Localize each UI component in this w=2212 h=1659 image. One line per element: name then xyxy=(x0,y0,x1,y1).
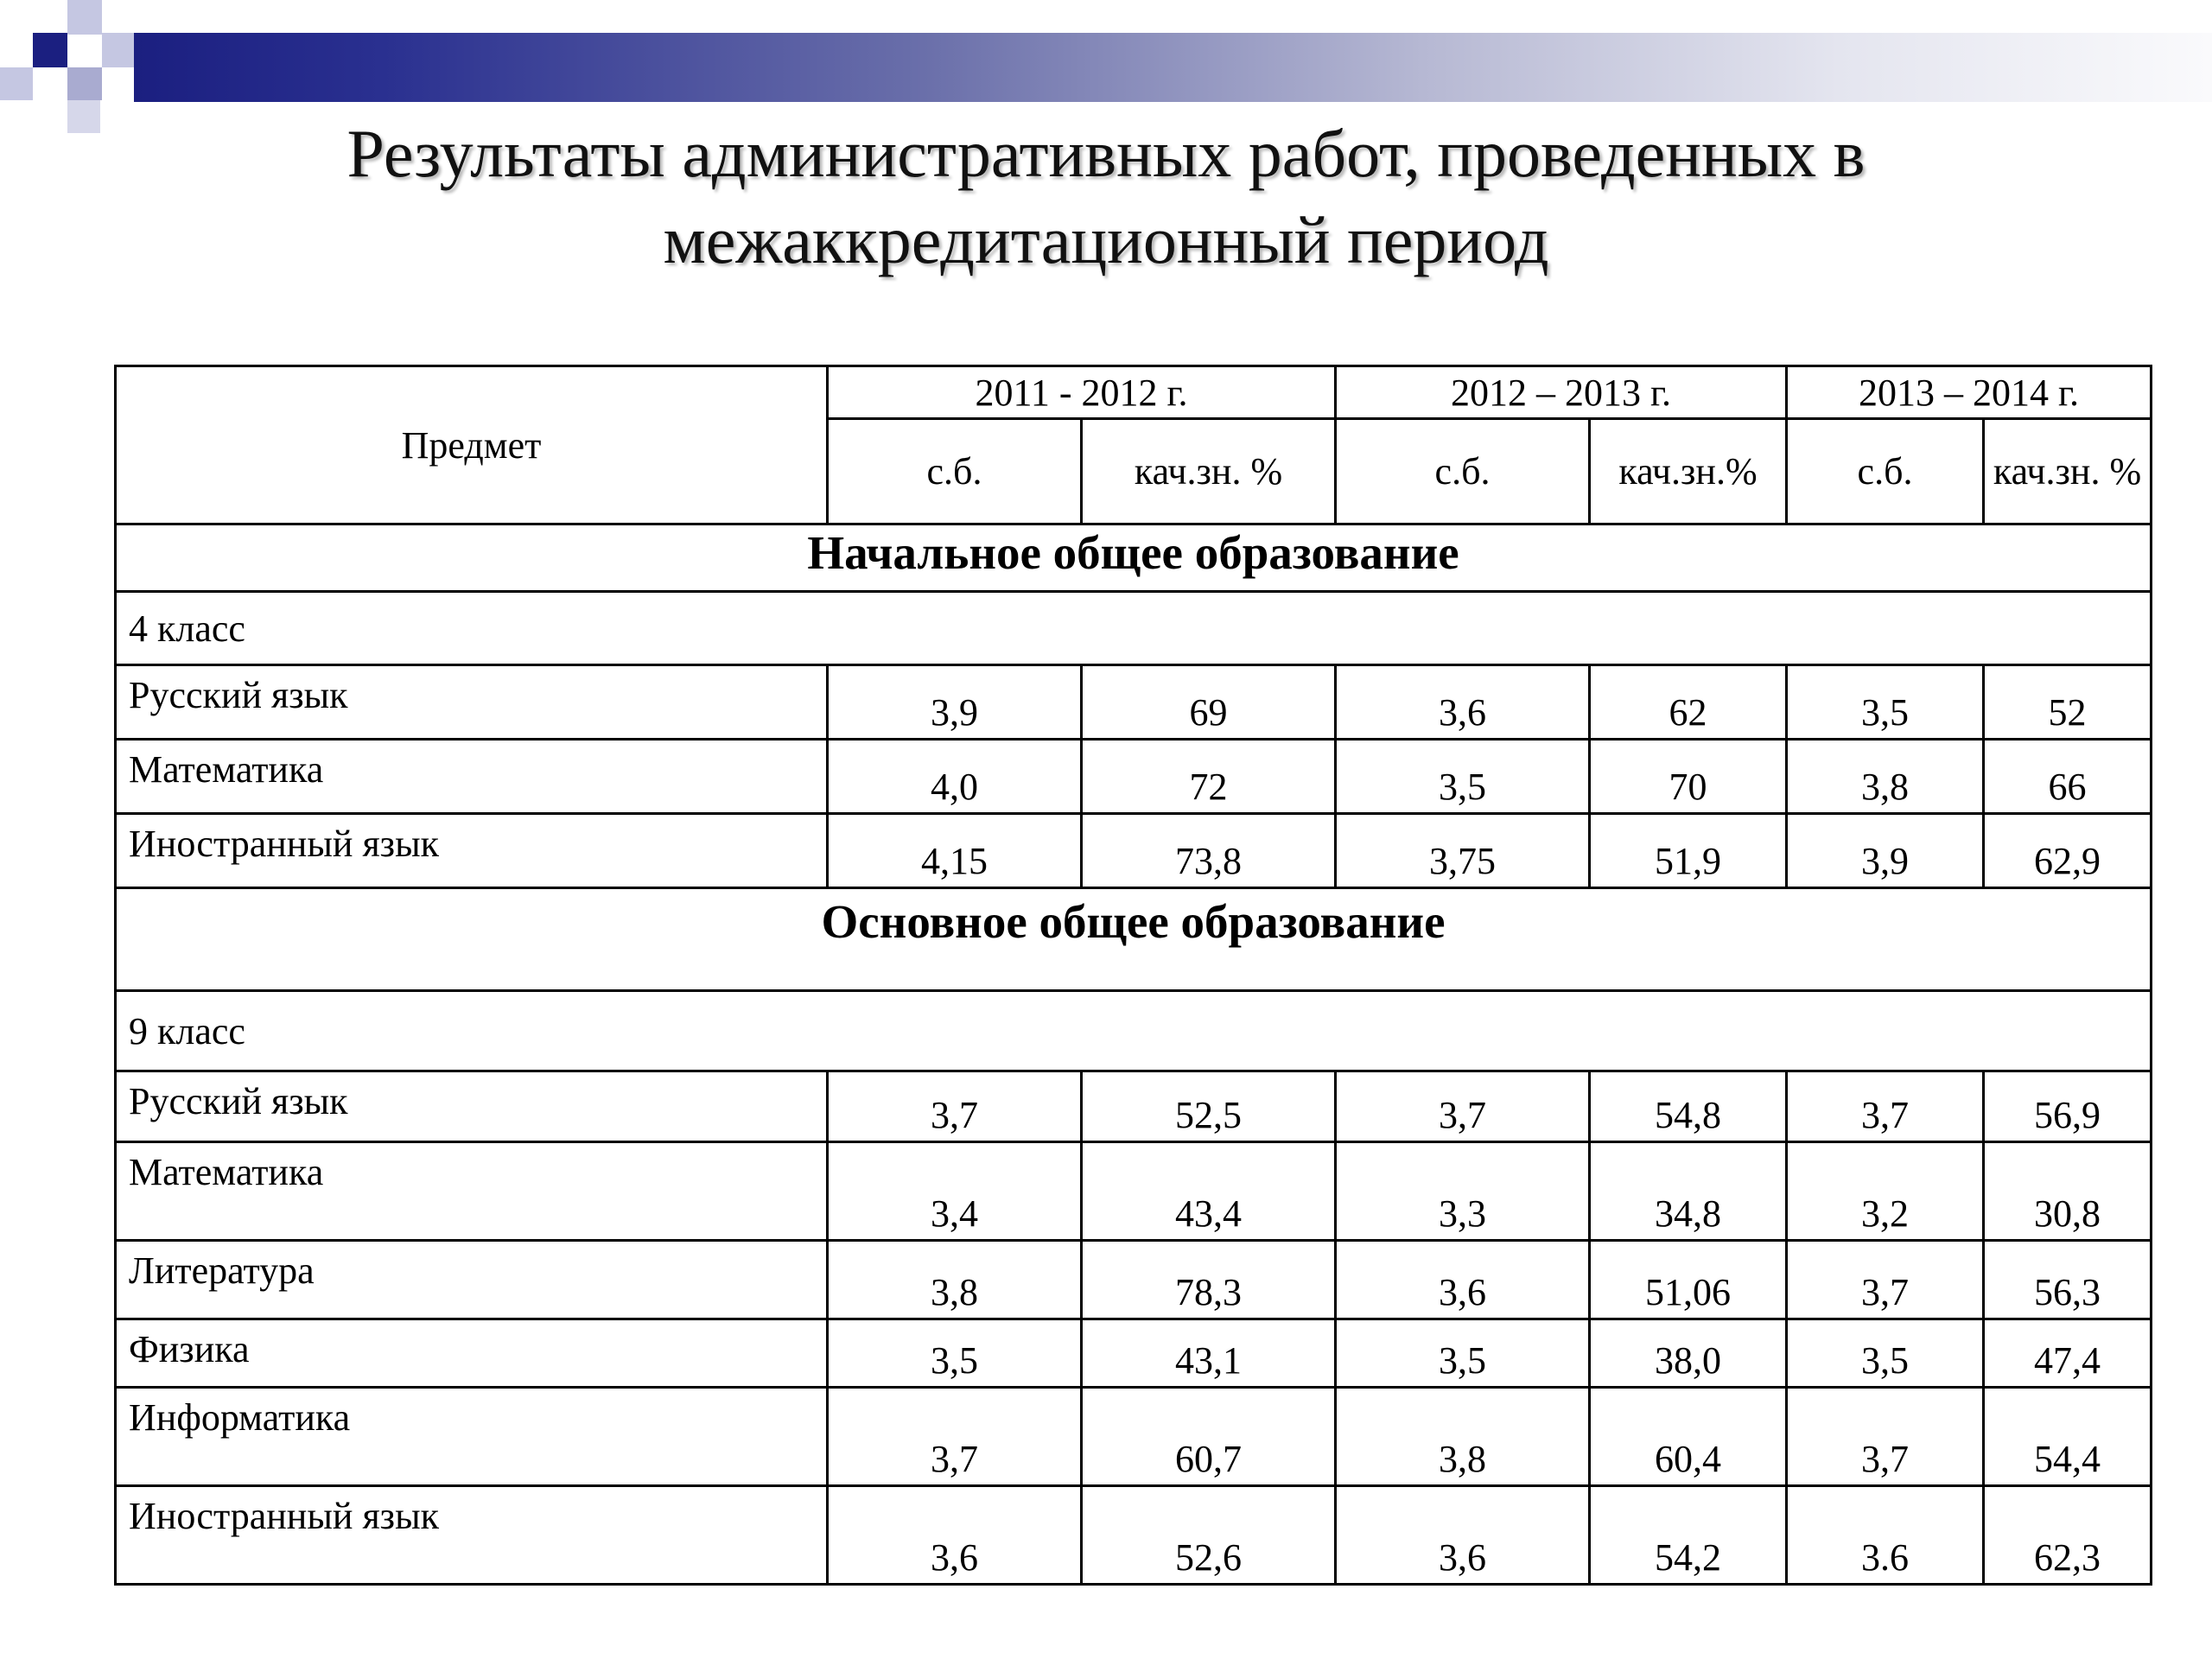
subject-cell: Иностранный язык xyxy=(116,1486,828,1585)
value-cell: 3,4 xyxy=(828,1142,1082,1241)
value-cell: 3,3 xyxy=(1336,1142,1590,1241)
value-cell: 3,5 xyxy=(1336,740,1590,814)
value-cell: 3.6 xyxy=(1787,1486,1984,1585)
title-line-2: межаккредитационный период xyxy=(663,202,1549,277)
value-cell: 3,6 xyxy=(1336,1241,1590,1319)
decorative-square xyxy=(67,67,102,100)
year-header: 2012 – 2013 г. xyxy=(1336,366,1787,419)
table-row xyxy=(116,1142,2152,1241)
subject-cell: Информатика xyxy=(116,1388,828,1486)
section-row xyxy=(116,524,2152,592)
grade-label: 4 класс xyxy=(116,592,2152,665)
value-cell: 70 xyxy=(1590,740,1787,814)
value-cell: 3,9 xyxy=(828,665,1082,740)
decorative-square xyxy=(102,33,137,67)
title-line-1: Результаты административных работ, проведенных в xyxy=(346,116,1866,191)
year-header: 2011 - 2012 г. xyxy=(828,366,1336,419)
subject-cell: Математика xyxy=(116,740,828,814)
value-cell: 72 xyxy=(1082,740,1336,814)
subject-cell: Русский язык xyxy=(116,665,828,740)
value-cell: 78,3 xyxy=(1082,1241,1336,1319)
table-row xyxy=(116,1486,2152,1585)
value-cell: 3,7 xyxy=(1787,1388,1984,1486)
value-cell: 52 xyxy=(1984,665,2152,740)
value-cell: 3,8 xyxy=(828,1241,1082,1319)
value-cell: 52,6 xyxy=(1082,1486,1336,1585)
grade-row xyxy=(116,592,2152,665)
value-cell: 3,75 xyxy=(1336,814,1590,888)
column-header: кач.зн. % xyxy=(1082,419,1336,524)
value-cell: 51,9 xyxy=(1590,814,1787,888)
value-cell: 43,4 xyxy=(1082,1142,1336,1241)
value-cell: 69 xyxy=(1082,665,1336,740)
value-cell: 38,0 xyxy=(1590,1319,1787,1388)
decorative-square xyxy=(67,0,102,35)
decorative-square xyxy=(33,33,67,67)
value-cell: 56,9 xyxy=(1984,1071,2152,1142)
value-cell: 54,8 xyxy=(1590,1071,1787,1142)
table-row xyxy=(116,1319,2152,1388)
banner-gradient-bar xyxy=(134,33,2212,102)
section-row xyxy=(116,888,2152,991)
page-title xyxy=(0,111,2212,283)
subject-cell: Иностранный язык xyxy=(116,814,828,888)
value-cell: 3,6 xyxy=(828,1486,1082,1585)
subject-cell: Русский язык xyxy=(116,1071,828,1142)
grade-label: 9 класс xyxy=(116,991,2152,1071)
value-cell: 3,7 xyxy=(828,1388,1082,1486)
column-header: с.б. xyxy=(828,419,1082,524)
value-cell: 60,7 xyxy=(1082,1388,1336,1486)
column-header: с.б. xyxy=(1336,419,1590,524)
subject-column-header: Предмет xyxy=(116,366,828,524)
value-cell: 3,6 xyxy=(1336,665,1590,740)
value-cell: 4,15 xyxy=(828,814,1082,888)
subject-cell: Литература xyxy=(116,1241,828,1319)
section-title: Основное общее образование xyxy=(116,888,2152,991)
decorative-square xyxy=(0,67,33,100)
header-row-years xyxy=(116,366,2152,419)
value-cell: 54,4 xyxy=(1984,1388,2152,1486)
value-cell: 34,8 xyxy=(1590,1142,1787,1241)
value-cell: 3,7 xyxy=(828,1071,1082,1142)
table-row xyxy=(116,740,2152,814)
value-cell: 54,2 xyxy=(1590,1486,1787,1585)
table-row xyxy=(116,665,2152,740)
grade-row xyxy=(116,991,2152,1071)
value-cell: 3,8 xyxy=(1336,1388,1590,1486)
value-cell: 3,2 xyxy=(1787,1142,1984,1241)
column-header: кач.зн.% xyxy=(1590,419,1787,524)
subject-cell: Физика xyxy=(116,1319,828,1388)
subject-cell: Математика xyxy=(116,1142,828,1241)
value-cell: 3,6 xyxy=(1336,1486,1590,1585)
value-cell: 3,7 xyxy=(1336,1071,1590,1142)
value-cell: 62,3 xyxy=(1984,1486,2152,1585)
value-cell: 56,3 xyxy=(1984,1241,2152,1319)
value-cell: 3,7 xyxy=(1787,1241,1984,1319)
column-header: с.б. xyxy=(1787,419,1984,524)
value-cell: 3,5 xyxy=(1336,1319,1590,1388)
value-cell: 3,5 xyxy=(828,1319,1082,1388)
value-cell: 52,5 xyxy=(1082,1071,1336,1142)
value-cell: 62 xyxy=(1590,665,1787,740)
table-row xyxy=(116,814,2152,888)
value-cell: 51,06 xyxy=(1590,1241,1787,1319)
value-cell: 60,4 xyxy=(1590,1388,1787,1486)
value-cell: 62,9 xyxy=(1984,814,2152,888)
value-cell: 73,8 xyxy=(1082,814,1336,888)
table-row xyxy=(116,1071,2152,1142)
value-cell: 3,7 xyxy=(1787,1071,1984,1142)
value-cell: 3,5 xyxy=(1787,1319,1984,1388)
value-cell: 47,4 xyxy=(1984,1319,2152,1388)
year-header: 2013 – 2014 г. xyxy=(1787,366,2152,419)
table-row xyxy=(116,1388,2152,1486)
value-cell: 3,8 xyxy=(1787,740,1984,814)
value-cell: 3,5 xyxy=(1787,665,1984,740)
value-cell: 4,0 xyxy=(828,740,1082,814)
value-cell: 3,9 xyxy=(1787,814,1984,888)
column-header: кач.зн. % xyxy=(1984,419,2152,524)
section-title: Начальное общее образование xyxy=(116,524,2152,592)
value-cell: 43,1 xyxy=(1082,1319,1336,1388)
value-cell: 30,8 xyxy=(1984,1142,2152,1241)
value-cell: 66 xyxy=(1984,740,2152,814)
results-table xyxy=(114,365,2152,1586)
table-row xyxy=(116,1241,2152,1319)
